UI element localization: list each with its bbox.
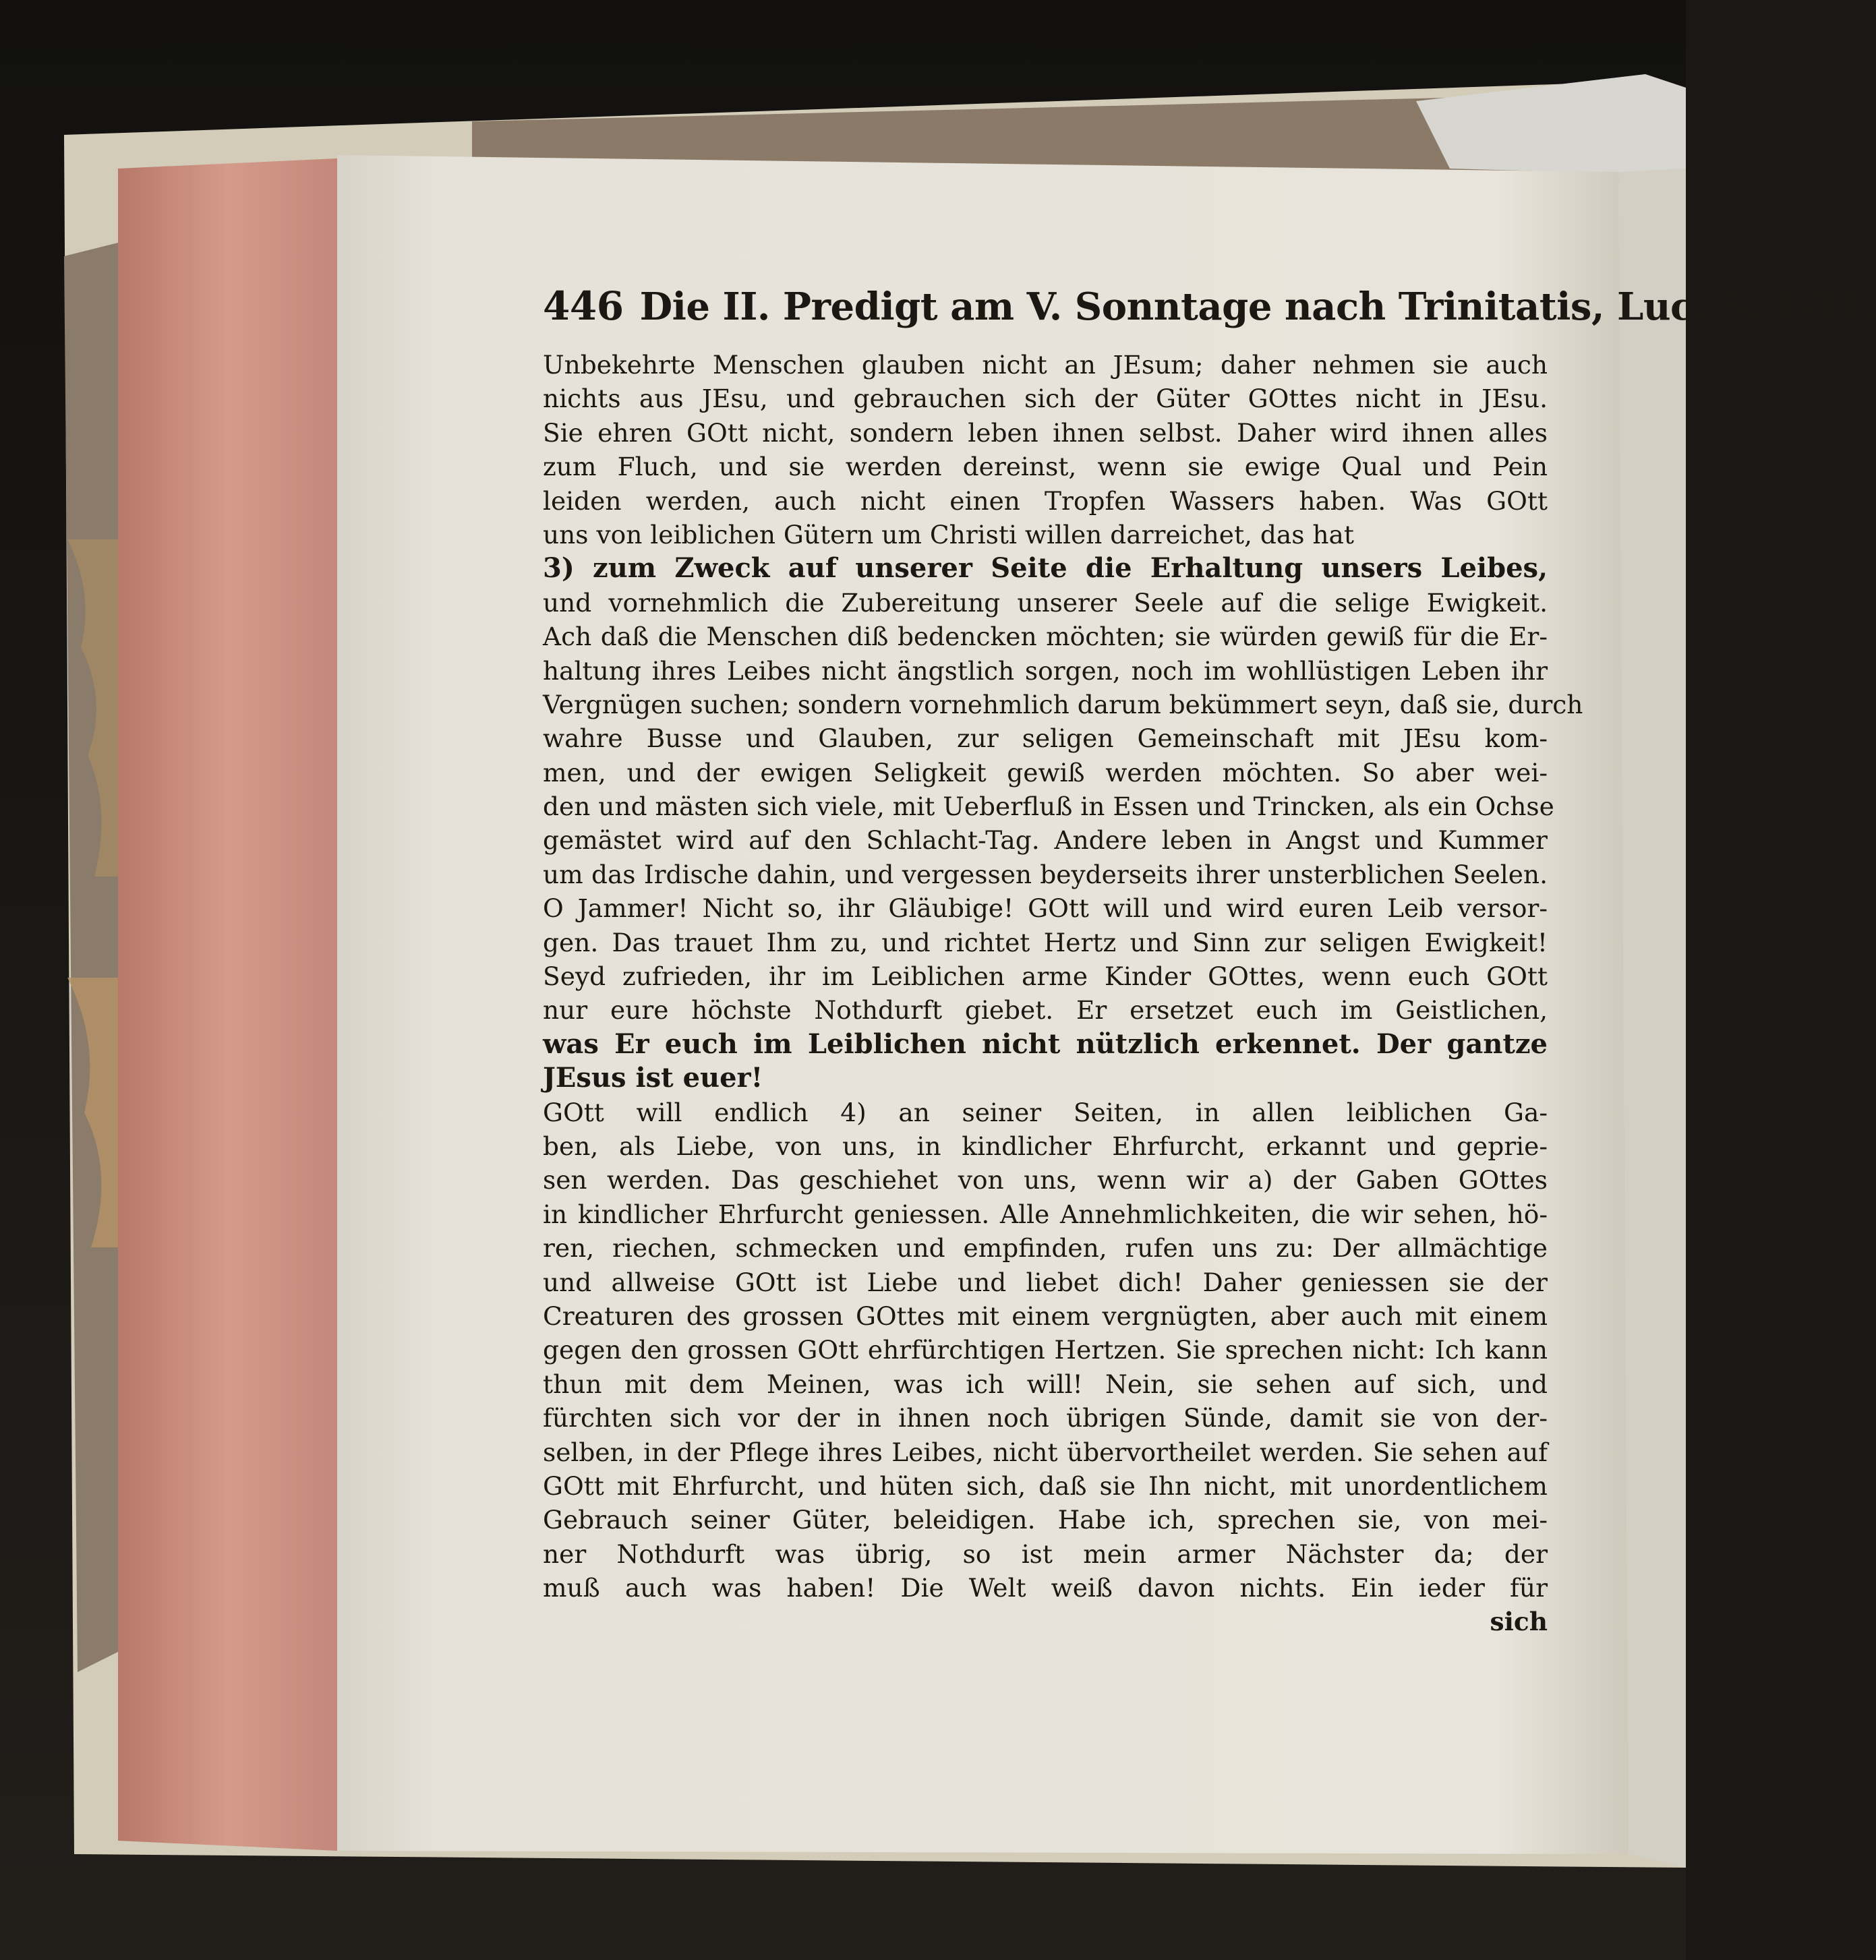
text-line: uns von leiblichen Gütern um Christi willen darreichet, das hat <box>543 519 1354 550</box>
text-line: nur eure höchste Nothdurft giebet. Er ersetzet euch im Geistlichen, <box>543 995 1548 1026</box>
text-line: Vergnügen suchen; sondern vornehmlich darum bekümmert seyn, daß sie, durch <box>543 689 1583 719</box>
text-line: GOtt mit Ehrfurcht, und hüten sich, daß sie Ihn nicht, mit unordentlichem <box>543 1471 1548 1501</box>
text-line: nichts aus JEsu, und gebrauchen sich der Güter GOttes nicht in JEsu. <box>543 384 1548 414</box>
text-line: Creaturen des grossen GOttes mit einem vergnügten, aber auch mit einem <box>543 1301 1548 1331</box>
text-line: sen werden. Das geschiehet von uns, wenn wir a) der Gaben GOttes <box>543 1165 1548 1195</box>
text-line: gegen den grossen GOtt ehrfürchtigen Hertzen. Sie sprechen nicht: Ich kann <box>543 1335 1548 1365</box>
text-line: wahre Busse und Glauben, zur seligen Gemeinschaft mit JEsu kom- <box>543 723 1548 754</box>
text-line: ner Nothdurft was übrig, so ist mein armer Nächster da; der <box>543 1539 1548 1569</box>
page-text <box>543 283 1876 1639</box>
text-line: fürchten sich vor der in ihnen noch übrigen Sünde, damit sie von der- <box>543 1403 1548 1433</box>
text-line: zum Fluch, und sie werden dereinst, wenn sie ewige Qual und Pein <box>543 452 1548 482</box>
text-line: haltung ihres Leibes nicht ängstlich sorgen, noch im wohllüstigen Leben ihr <box>543 655 1548 686</box>
text-line: gemästet wird auf den Schlacht-Tag. Andere leben in Angst und Kummer <box>543 825 1548 856</box>
text-line: JEsus ist euer! <box>543 1062 763 1094</box>
page-number: 446 <box>543 283 624 329</box>
text-line: GOtt will endlich 4) an seiner Seiten, in allen leiblichen Ga- <box>543 1097 1548 1127</box>
catchword: sich <box>1490 1607 1548 1637</box>
text-line: ben, als Liebe, von uns, in kindlicher Ehrfurcht, erkannt und geprie- <box>543 1131 1548 1161</box>
text-line: 3) zum Zweck auf unserer Seite die Erhaltung unsers Leibes, <box>543 552 1548 585</box>
running-title: Die II. Predigt am V. Sonntage nach Trinitatis, Luc. 5, 1-11. <box>639 285 1876 329</box>
text-line: men, und der ewigen Seligkeit gewiß werden möchten. So aber wei- <box>543 757 1548 788</box>
text-line: Ach daß die Menschen diß bedencken möchten; sie würden gewiß für die Er- <box>543 622 1548 652</box>
text-line: O Jammer! Nicht so, ihr Gläubige! GOtt will und wird euren Leib versor- <box>543 893 1548 924</box>
text-line: thun mit dem Meinen, was ich will! Nein, sie sehen auf sich, und <box>543 1369 1548 1399</box>
facing-page <box>1618 169 1686 1868</box>
text-line: um das Irdische dahin, und vergessen beyderseits ihrer unsterblichen Seelen. <box>543 859 1548 889</box>
text-line: selben, in der Pflege ihres Leibes, nicht übervortheilet werden. Sie sehen auf <box>543 1437 1548 1467</box>
text-line: ren, riechen, schmecken und empfinden, rufen uns zu: Der allmächtige <box>543 1233 1548 1264</box>
text-line: den und mästen sich viele, mit Ueberfluß in Essen und Trincken, als ein Ochse <box>543 792 1554 822</box>
text-line: Gebrauch seiner Güter, beleidigen. Habe ich, sprechen sie, von mei- <box>543 1505 1548 1535</box>
text-line: Sie ehren GOtt nicht, sondern leben ihnen selbst. Daher wird ihnen alles <box>543 417 1548 448</box>
text-line: Unbekehrte Menschen glauben nicht an JEsum; daher nehmen sie auch <box>543 350 1548 380</box>
text-line: gen. Das trauet Ihm zu, und richtet Hertz und Sinn zur seligen Ewigkeit! <box>543 927 1548 957</box>
running-header <box>543 283 1876 329</box>
text-line: Seyd zufrieden, ihr im Leiblichen arme Kinder GOttes, wenn euch GOtt <box>543 961 1548 992</box>
text-line: muß auch was haben! Die Welt weiß davon nichts. Ein ieder für <box>543 1573 1548 1603</box>
text-line: in kindlicher Ehrfurcht geniessen. Alle Annehmlichkeiten, die wir sehen, hö- <box>543 1199 1548 1229</box>
text-line: leiden werden, auch nicht einen Tropfen Wassers haben. Was GOtt <box>543 485 1548 516</box>
text-line: was Er euch im Leiblichen nicht nützlich erkennet. Der gantze <box>543 1028 1548 1060</box>
page-edge <box>118 158 337 1851</box>
text-line: und vornehmlich die Zubereitung unserer Seele auf die selige Ewigkeit. <box>543 587 1548 618</box>
text-line: und allweise GOtt ist Liebe und liebet dich! Daher geniessen sie der <box>543 1267 1548 1297</box>
